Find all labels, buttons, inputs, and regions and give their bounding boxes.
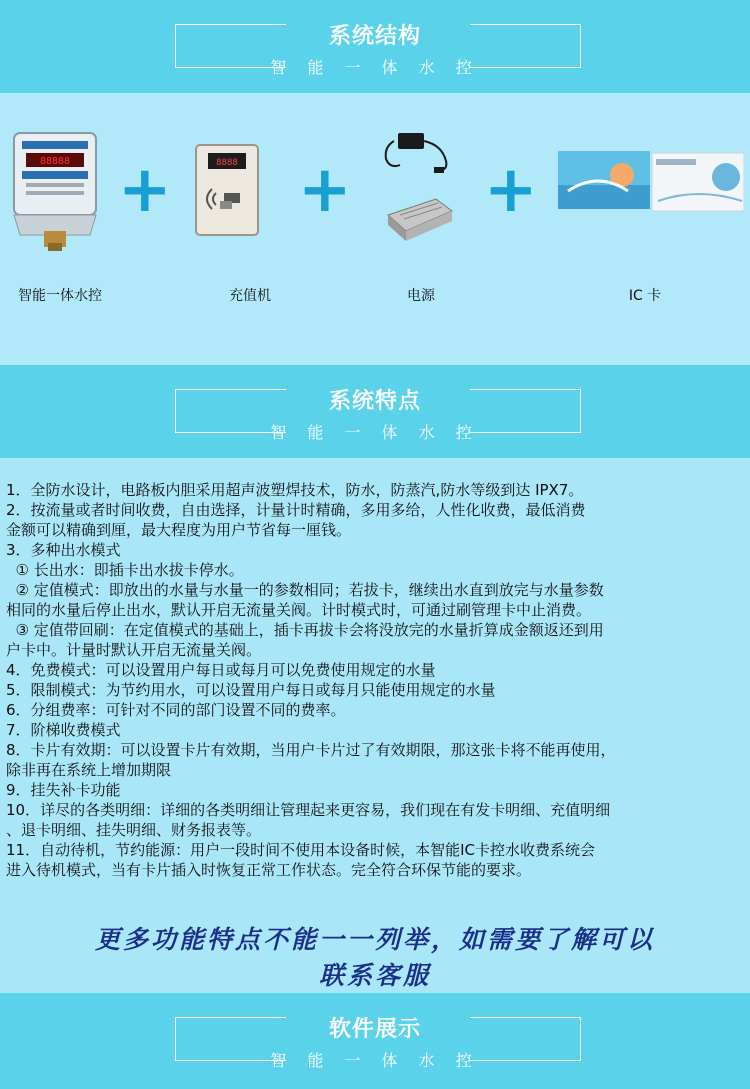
feature-line: 8．卡片有效期：可以设置卡片有效期，当用户卡片过了有效期限，那这张卡将不能再使用，	[6, 741, 616, 759]
section-title: 软件展示	[328, 1017, 421, 1042]
features-panel	[0, 458, 750, 993]
water-controller-image	[10, 131, 100, 255]
section-subtitle: 智 能 一 体 水 控	[270, 423, 480, 442]
feature-line: 、退卡明细、挂失明细、财务报表等。	[6, 821, 262, 839]
feature-line: 1．全防水设计，电路板内胆采用超声波塑焊技术，防水，防蒸汽,防水等级到达 IPX7。	[6, 481, 584, 499]
plus-icon: +	[484, 153, 538, 227]
product-label: IC 卡	[628, 288, 662, 304]
feature-list	[6, 480, 746, 880]
feature-line: 6．分组费率：可针对不同的部门设置不同的费率。	[6, 701, 346, 719]
section-header-features	[0, 365, 750, 458]
feature-line: ① 长出水：即插卡出水拔卡停水。	[6, 561, 244, 579]
feature-line: 户卡中。计量时默认开启无流量关阀。	[6, 641, 262, 659]
feature-line: 9．挂失补卡功能	[6, 781, 121, 799]
feature-line: 3．多种出水模式	[6, 541, 121, 559]
plus-icon: +	[118, 153, 172, 227]
section-header-software	[0, 993, 750, 1089]
feature-line: ③ 定值带回刷：在定值模式的基础上，插卡再拔卡会将没放完的水量折算成金额返还到用	[6, 621, 604, 639]
feature-line: 7．阶梯收费模式	[6, 721, 121, 739]
system-structure-panel	[0, 93, 750, 365]
feature-line: 10．详尽的各类明细：详细的各类明细让管理起来更容易，我们现在有发卡明细、充值明细	[6, 801, 611, 819]
svg-text:88888: 88888	[39, 156, 71, 167]
section-subtitle: 智 能 一 体 水 控	[270, 58, 480, 77]
feature-line: 金额可以精确到厘，最大程度为用户节省每一厘钱。	[6, 521, 352, 539]
section-title: 系统结构	[328, 24, 421, 49]
product-label: 智能一体水控	[18, 288, 102, 304]
ic-card-image	[558, 151, 744, 217]
feature-line: 4．免费模式：可以设置用户每日或每月可以免费使用规定的水量	[6, 661, 436, 679]
product-label: 电源	[407, 288, 435, 304]
feature-line: 进入待机模式，当有卡片插入时恢复正常工作状态。完全符合环保节能的要求。	[6, 861, 532, 879]
plus-icon: +	[298, 153, 352, 227]
section-header-structure	[0, 0, 750, 93]
recharge-machine-image	[194, 143, 260, 243]
feature-line: ② 定值模式：即放出的水量与水量一的参数相同；若拔卡，继续出水直到放完与水量参数	[6, 581, 604, 599]
slogan-line: 更多功能特点不能一一列举，如需要了解可以	[94, 925, 655, 954]
feature-line: 11．自动待机，节约能源：用户一段时间不使用本设备时候，本智能IC卡控水收费系统会	[6, 841, 595, 859]
section-title: 系统特点	[328, 389, 421, 414]
feature-line: 相同的水量后停止出水，默认开启无流量关阀。计时模式时，可通过刷管理卡中止消费。	[6, 601, 592, 619]
product-label: 充值机	[229, 288, 271, 304]
feature-line: 除非再在系统上增加期限	[6, 761, 172, 779]
section-subtitle: 智 能 一 体 水 控	[270, 1051, 480, 1070]
slogan-line: 联系客服	[318, 961, 431, 990]
power-supply-image	[380, 129, 456, 253]
svg-text:8888: 8888	[216, 158, 238, 168]
feature-line: 2．按流量或者时间收费，自由选择，计量计时精确，多用多给，人性化收费，最低消费	[6, 501, 586, 519]
feature-line: 5．限制模式：为节约用水，可以设置用户每日或每月只能使用规定的水量	[6, 681, 496, 699]
